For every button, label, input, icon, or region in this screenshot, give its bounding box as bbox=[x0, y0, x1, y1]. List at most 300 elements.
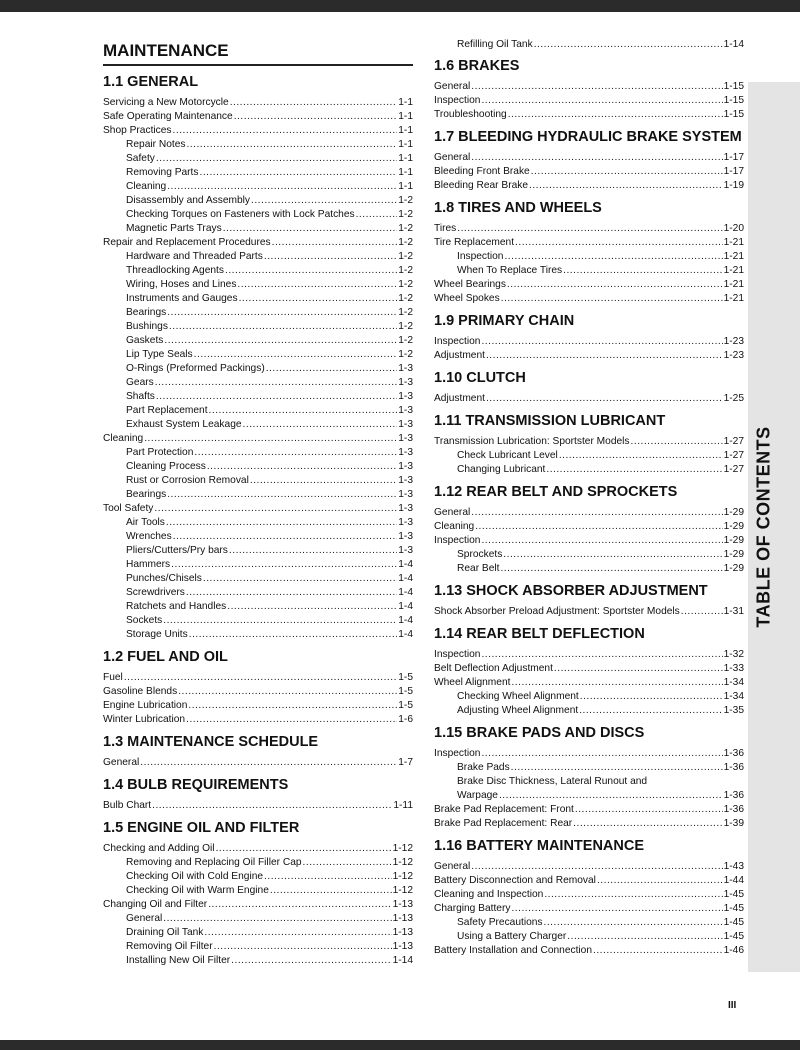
toc-entry[interactable] bbox=[434, 151, 744, 165]
dot-leader bbox=[229, 544, 397, 558]
toc-entry-page: 1-12 bbox=[392, 885, 413, 896]
dot-leader bbox=[223, 222, 398, 236]
dot-leader bbox=[155, 376, 398, 390]
toc-entry-title: Bearings bbox=[126, 307, 167, 318]
toc-entry-page: 1-3 bbox=[398, 517, 413, 528]
toc-entry-page: 1-21 bbox=[723, 237, 744, 248]
toc-entry-title: Wrenches bbox=[126, 531, 172, 542]
toc-entry-page: 1-21 bbox=[723, 251, 744, 262]
toc-entry-title: Changing Lubricant bbox=[457, 464, 546, 475]
dot-leader bbox=[199, 166, 397, 180]
toc-entry[interactable] bbox=[434, 435, 744, 449]
toc-entry-title: Battery Installation and Connection bbox=[434, 945, 593, 956]
toc-entry[interactable] bbox=[103, 194, 413, 208]
toc-entry[interactable] bbox=[434, 264, 744, 278]
toc-entry[interactable] bbox=[103, 376, 413, 390]
toc-entry[interactable] bbox=[103, 799, 413, 813]
dot-leader bbox=[250, 474, 397, 488]
toc-entry-page: 1-1 bbox=[398, 139, 413, 150]
toc-entry[interactable] bbox=[103, 586, 413, 600]
toc-entry-title: General bbox=[126, 913, 163, 924]
toc-entry-page: 1-45 bbox=[723, 931, 744, 942]
toc-entry[interactable] bbox=[434, 236, 744, 250]
toc-entry-page: 1-1 bbox=[398, 181, 413, 192]
dot-leader bbox=[554, 662, 723, 676]
dot-leader bbox=[507, 278, 723, 292]
section-heading[interactable]: 1.8 TIRES AND WHEELS bbox=[434, 200, 602, 216]
dot-leader bbox=[124, 671, 397, 685]
dot-leader bbox=[214, 940, 392, 954]
toc-entry-title: Hammers bbox=[126, 559, 171, 570]
dot-leader bbox=[152, 799, 392, 813]
toc-entry-title: Sockets bbox=[126, 615, 163, 626]
section-heading[interactable]: 1.7 BLEEDING HYDRAULIC BRAKE SYSTEM bbox=[434, 129, 742, 145]
dot-leader bbox=[209, 404, 398, 418]
toc-entry-page: 1-4 bbox=[398, 615, 413, 626]
dot-leader bbox=[203, 572, 397, 586]
toc-entry[interactable] bbox=[103, 898, 413, 912]
toc-entry-page: 1-19 bbox=[723, 180, 744, 191]
toc-entry[interactable] bbox=[434, 676, 744, 690]
toc-entry-page: 1-5 bbox=[398, 686, 413, 697]
toc-entry-page: 1-43 bbox=[723, 861, 744, 872]
section-heading[interactable]: 1.15 BRAKE PADS AND DISCS bbox=[434, 725, 645, 741]
section-heading[interactable]: 1.12 REAR BELT AND SPROCKETS bbox=[434, 484, 678, 500]
toc-entry-title: Cleaning bbox=[126, 181, 167, 192]
section-heading[interactable]: 1.1 GENERAL bbox=[103, 74, 199, 90]
toc-entry[interactable] bbox=[434, 335, 744, 349]
dot-leader bbox=[225, 264, 397, 278]
title-rule bbox=[103, 64, 413, 66]
toc-entry-page: 1-2 bbox=[398, 307, 413, 318]
toc-entry[interactable] bbox=[434, 803, 744, 817]
toc-entry[interactable] bbox=[103, 460, 413, 474]
toc-entry[interactable] bbox=[434, 165, 744, 179]
toc-entry-page: 1-3 bbox=[398, 461, 413, 472]
section-heading[interactable]: 1.5 ENGINE OIL AND FILTER bbox=[103, 820, 300, 836]
dot-leader bbox=[597, 874, 723, 888]
section-heading[interactable]: 1.9 PRIMARY CHAIN bbox=[434, 313, 575, 329]
toc-entry-title: Brake Pad Replacement: Front bbox=[434, 804, 574, 815]
dot-leader bbox=[544, 888, 722, 902]
toc-entry-page: 1-3 bbox=[398, 489, 413, 500]
toc-entry[interactable] bbox=[434, 888, 744, 902]
toc-entry-page: 1-2 bbox=[398, 293, 413, 304]
dot-leader bbox=[178, 685, 397, 699]
toc-entry-title: Safe Operating Maintenance bbox=[103, 111, 233, 122]
toc-entry[interactable] bbox=[103, 124, 413, 138]
toc-entry-title: Disassembly and Assembly bbox=[126, 195, 250, 206]
dot-leader bbox=[264, 870, 392, 884]
dot-leader bbox=[144, 432, 397, 446]
toc-entry[interactable] bbox=[103, 264, 413, 278]
toc-entry-title: Cleaning and Inspection bbox=[434, 889, 544, 900]
toc-entry[interactable] bbox=[434, 704, 744, 718]
toc-entry[interactable] bbox=[103, 614, 413, 628]
toc-entry[interactable] bbox=[434, 250, 744, 264]
toc-entry-title: Wiring, Hoses and Lines bbox=[126, 279, 237, 290]
left-sections bbox=[103, 74, 413, 968]
dot-leader bbox=[681, 605, 723, 619]
toc-entry[interactable] bbox=[103, 334, 413, 348]
toc-entry-title: Installing New Oil Filter bbox=[126, 955, 231, 966]
toc-entry[interactable] bbox=[103, 166, 413, 180]
toc-entry[interactable] bbox=[434, 449, 744, 463]
toc-entry[interactable] bbox=[103, 418, 413, 432]
toc-entry-title: Adjusting Wheel Alignment bbox=[457, 705, 579, 716]
toc-entry[interactable] bbox=[103, 912, 413, 926]
toc-entry[interactable] bbox=[434, 222, 744, 236]
toc-entry-title: Tire Replacement bbox=[434, 237, 515, 248]
toc-entry-title: Bleeding Front Brake bbox=[434, 166, 530, 177]
dot-leader bbox=[486, 392, 723, 406]
toc-entry[interactable] bbox=[103, 884, 413, 898]
dot-leader bbox=[471, 151, 722, 165]
toc-entry[interactable] bbox=[103, 870, 413, 884]
toc-entry[interactable] bbox=[434, 506, 744, 520]
toc-entry-title: Inspection bbox=[434, 535, 481, 546]
toc-entry-page: 1-13 bbox=[392, 899, 413, 910]
toc-entry-title: Checking and Adding Oil bbox=[103, 843, 215, 854]
toc-entry[interactable] bbox=[103, 180, 413, 194]
toc-entry-title: Charging Battery bbox=[434, 903, 511, 914]
toc-entry-title: Troubleshooting bbox=[434, 109, 507, 120]
toc-entry-title: Gasoline Blends bbox=[103, 686, 178, 697]
toc-entry-title: Hardware and Threaded Parts bbox=[126, 251, 263, 262]
toc-entry-title: Tires bbox=[434, 223, 457, 234]
dot-leader bbox=[567, 930, 722, 944]
toc-entry[interactable] bbox=[103, 558, 413, 572]
dot-leader bbox=[580, 690, 723, 704]
toc-entry-title: Safety Precautions bbox=[457, 917, 543, 928]
toc-entry[interactable] bbox=[434, 349, 744, 363]
toc-entry-page: 1-29 bbox=[723, 535, 744, 546]
toc-entry-title: Pliers/Cutters/Pry bars bbox=[126, 545, 228, 556]
toc-entry-page: 1-3 bbox=[398, 475, 413, 486]
toc-entry[interactable] bbox=[434, 534, 744, 548]
toc-entry-page: 1-3 bbox=[398, 503, 413, 514]
toc-entry-page: 1-2 bbox=[398, 237, 413, 248]
toc-entry-page: 1-1 bbox=[398, 97, 413, 108]
toc-entry[interactable] bbox=[103, 222, 413, 236]
toc-entry[interactable] bbox=[103, 250, 413, 264]
toc-entry-page: 1-14 bbox=[723, 39, 744, 50]
toc-entry[interactable] bbox=[103, 208, 413, 222]
side-tab-text: TABLE OF CONTENTS bbox=[753, 426, 774, 628]
toc-entry-page: 1-2 bbox=[398, 223, 413, 234]
section-heading[interactable]: 1.3 MAINTENANCE SCHEDULE bbox=[103, 734, 319, 750]
dot-leader bbox=[481, 534, 722, 548]
toc-entry[interactable] bbox=[103, 756, 413, 770]
dot-leader bbox=[471, 80, 722, 94]
toc-entry[interactable] bbox=[103, 671, 413, 685]
dot-leader bbox=[486, 349, 723, 363]
toc-entry-page: 1-35 bbox=[723, 705, 744, 716]
toc-entry[interactable] bbox=[103, 96, 413, 110]
toc-entry-title: General bbox=[434, 152, 471, 163]
toc-entry-title: Bearings bbox=[126, 489, 167, 500]
toc-entry[interactable] bbox=[103, 362, 413, 376]
toc-entry-title: Draining Oil Tank bbox=[126, 927, 204, 938]
dot-leader bbox=[481, 94, 722, 108]
toc-entry[interactable] bbox=[434, 179, 744, 193]
dot-leader bbox=[511, 676, 722, 690]
toc-entry-title: Gears bbox=[126, 377, 154, 388]
dot-leader bbox=[471, 506, 722, 520]
toc-entry-page: 1-2 bbox=[398, 279, 413, 290]
dot-leader bbox=[303, 856, 392, 870]
toc-entry-title: Shock Absorber Preload Adjustment: Sportster Models bbox=[434, 606, 680, 617]
toc-entry-page: 1-4 bbox=[398, 573, 413, 584]
dot-leader bbox=[173, 124, 398, 138]
toc-entry-page: 1-1 bbox=[398, 111, 413, 122]
toc-entry-title: Wheel Bearings bbox=[434, 279, 506, 290]
toc-entry-title: Using a Battery Charger bbox=[457, 931, 567, 942]
toc-entry-title: Changing Oil and Filter bbox=[103, 899, 208, 910]
toc-entry-title: General bbox=[434, 861, 471, 872]
dot-leader bbox=[216, 842, 392, 856]
dot-leader bbox=[500, 562, 722, 576]
toc-entry[interactable] bbox=[103, 628, 413, 642]
toc-entry-title: General bbox=[434, 507, 471, 518]
toc-entry[interactable] bbox=[434, 548, 744, 562]
toc-entry[interactable] bbox=[103, 488, 413, 502]
dot-leader bbox=[457, 222, 722, 236]
toc-entry-page: 1-21 bbox=[723, 265, 744, 276]
toc-entry[interactable] bbox=[103, 432, 413, 446]
toc-entry-page: 1-2 bbox=[398, 335, 413, 346]
toc-entry-page: 1-1 bbox=[398, 167, 413, 178]
toc-entry-page: 1-4 bbox=[398, 559, 413, 570]
toc-entry[interactable] bbox=[103, 152, 413, 166]
toc-entry[interactable] bbox=[103, 856, 413, 870]
toc-entry-title: Cleaning bbox=[434, 521, 475, 532]
toc-entry[interactable] bbox=[103, 474, 413, 488]
toc-entry[interactable] bbox=[434, 789, 744, 803]
toc-entry[interactable] bbox=[434, 108, 744, 122]
toc-entry[interactable] bbox=[103, 530, 413, 544]
toc-entry-page: 1-36 bbox=[723, 762, 744, 773]
dot-leader bbox=[481, 747, 722, 761]
toc-entry[interactable] bbox=[434, 690, 744, 704]
toc-entry-page: 1-2 bbox=[398, 349, 413, 360]
toc-entry[interactable] bbox=[434, 463, 744, 477]
dot-leader bbox=[243, 418, 398, 432]
dot-leader bbox=[534, 38, 723, 52]
dot-leader bbox=[194, 446, 397, 460]
toc-entry-page: 1-12 bbox=[392, 871, 413, 882]
toc-entry[interactable] bbox=[434, 605, 744, 619]
dot-leader bbox=[164, 334, 397, 348]
toc-entry[interactable] bbox=[103, 516, 413, 530]
toc-entry-page: 1-27 bbox=[723, 436, 744, 447]
toc-left-column bbox=[103, 38, 413, 968]
toc-entry[interactable] bbox=[434, 292, 744, 306]
dot-leader bbox=[475, 520, 722, 534]
toc-entry-page: 1-4 bbox=[398, 629, 413, 640]
toc-entry[interactable] bbox=[434, 648, 744, 662]
toc-entry-page: 1-29 bbox=[723, 507, 744, 518]
toc-entry-page: 1-29 bbox=[723, 563, 744, 574]
toc-entry[interactable] bbox=[103, 306, 413, 320]
toc-entry[interactable] bbox=[434, 874, 744, 888]
dot-leader bbox=[266, 362, 398, 376]
toc-entry-title: Engine Lubrication bbox=[103, 700, 188, 711]
toc-entry-page: 1-3 bbox=[398, 363, 413, 374]
dot-leader bbox=[264, 250, 397, 264]
toc-entry-title: Removing and Replacing Oil Filler Cap bbox=[126, 857, 302, 868]
dot-leader bbox=[529, 179, 723, 193]
toc-entry[interactable] bbox=[103, 278, 413, 292]
toc-entry[interactable] bbox=[103, 685, 413, 699]
toc-entry[interactable] bbox=[434, 520, 744, 534]
toc-entry[interactable] bbox=[103, 572, 413, 586]
toc-entry[interactable] bbox=[434, 278, 744, 292]
toc-entry[interactable] bbox=[434, 902, 744, 916]
dot-leader bbox=[167, 180, 397, 194]
dot-leader bbox=[272, 236, 398, 250]
toc-entry-page: 1-34 bbox=[723, 677, 744, 688]
toc-entry[interactable] bbox=[103, 320, 413, 334]
toc-entry-title: Refilling Oil Tank bbox=[457, 39, 533, 50]
toc-entry-title: Adjustment bbox=[434, 350, 485, 361]
toc-entry[interactable] bbox=[103, 390, 413, 404]
toc-entry[interactable] bbox=[434, 662, 744, 676]
toc-entry[interactable] bbox=[103, 138, 413, 152]
dot-leader bbox=[515, 236, 723, 250]
dot-leader bbox=[227, 600, 397, 614]
toc-entry[interactable] bbox=[434, 392, 744, 406]
toc-entry[interactable] bbox=[103, 292, 413, 306]
toc-entry-title: Shop Practices bbox=[103, 125, 172, 136]
dot-leader bbox=[171, 558, 397, 572]
toc-entry-page: 1-34 bbox=[723, 691, 744, 702]
toc-entry[interactable] bbox=[434, 80, 744, 94]
toc-entry-page: 1-14 bbox=[392, 955, 413, 966]
toc-entry[interactable] bbox=[103, 940, 413, 954]
toc-entry[interactable] bbox=[103, 348, 413, 362]
dot-leader bbox=[531, 165, 723, 179]
toc-entry-title: Cleaning Process bbox=[126, 461, 206, 472]
toc-entry[interactable] bbox=[103, 110, 413, 124]
toc-entry-page: 1-17 bbox=[723, 152, 744, 163]
toc-entry-page: 1-2 bbox=[398, 251, 413, 262]
section-heading[interactable]: 1.6 BRAKES bbox=[434, 58, 520, 74]
dot-leader bbox=[593, 944, 723, 958]
toc-entry[interactable] bbox=[103, 404, 413, 418]
dot-leader bbox=[504, 250, 722, 264]
toc-entry[interactable] bbox=[103, 954, 413, 968]
dot-leader bbox=[140, 756, 397, 770]
toc-entry-title: Checking Oil with Warm Engine bbox=[126, 885, 269, 896]
dot-leader bbox=[546, 463, 722, 477]
toc-entry-title: Rear Belt bbox=[457, 563, 500, 574]
toc-entry-title: Cleaning bbox=[103, 433, 144, 444]
toc-entry[interactable] bbox=[434, 761, 744, 775]
toc-entry-page: 1-32 bbox=[723, 649, 744, 660]
section-heading[interactable]: 1.14 REAR BELT DEFLECTION bbox=[434, 626, 645, 642]
section-heading[interactable]: 1.4 BULB REQUIREMENTS bbox=[103, 777, 289, 793]
toc-entry-page: 1-2 bbox=[398, 195, 413, 206]
toc-entry[interactable] bbox=[434, 94, 744, 108]
dot-leader bbox=[563, 264, 722, 278]
toc-entry-title: Brake Pads bbox=[457, 762, 510, 773]
toc-entry-title: Bulb Chart bbox=[103, 800, 152, 811]
toc-entry-page: 1-3 bbox=[398, 405, 413, 416]
toc-entry[interactable] bbox=[434, 860, 744, 874]
dot-leader bbox=[173, 530, 398, 544]
toc-entry-title: When To Replace Tires bbox=[457, 265, 563, 276]
section-heading[interactable]: 1.2 FUEL AND OIL bbox=[103, 649, 228, 665]
toc-entry-title: Safety bbox=[126, 153, 155, 164]
toc-entry[interactable] bbox=[434, 944, 744, 958]
toc-entry-page: 1-5 bbox=[398, 700, 413, 711]
toc-entry[interactable] bbox=[434, 775, 744, 789]
dot-leader bbox=[156, 152, 397, 166]
toc-entry-title: Ratchets and Handles bbox=[126, 601, 227, 612]
toc-entry-title: Screwdrivers bbox=[126, 587, 185, 598]
toc-entry[interactable] bbox=[434, 562, 744, 576]
toc-entry[interactable] bbox=[103, 502, 413, 516]
toc-entry[interactable] bbox=[103, 713, 413, 727]
toc-entry-title: Belt Deflection Adjustment bbox=[434, 663, 553, 674]
toc-entry-title: Storage Units bbox=[126, 629, 188, 640]
right-top-entries bbox=[434, 38, 744, 52]
toc-entry-page: 1-2 bbox=[398, 209, 413, 220]
toc-entry-title: Checking Torques on Fasteners with Lock Patches bbox=[126, 209, 355, 220]
page-title: MAINTENANCE bbox=[103, 41, 229, 60]
toc-entry-page: 1-17 bbox=[723, 166, 744, 177]
toc-right-column bbox=[434, 38, 744, 958]
dot-leader bbox=[231, 954, 391, 968]
dot-leader bbox=[186, 138, 397, 152]
toc-entry[interactable] bbox=[103, 699, 413, 713]
toc-entry-page: 1-1 bbox=[398, 125, 413, 136]
toc-entry-title: Checking Wheel Alignment bbox=[457, 691, 579, 702]
toc-entry[interactable] bbox=[103, 926, 413, 940]
toc-entry[interactable] bbox=[434, 38, 744, 52]
toc-entry[interactable] bbox=[103, 236, 413, 250]
dot-leader bbox=[503, 548, 722, 562]
toc-entry-title: Lip Type Seals bbox=[126, 349, 193, 360]
section-heading[interactable]: 1.13 SHOCK ABSORBER ADJUSTMENT bbox=[434, 583, 708, 599]
section-heading[interactable]: 1.10 CLUTCH bbox=[434, 370, 526, 386]
dot-leader bbox=[188, 699, 397, 713]
toc-entry-page: 1-21 bbox=[723, 279, 744, 290]
toc-entry[interactable] bbox=[103, 600, 413, 614]
dot-leader bbox=[189, 628, 398, 642]
dot-leader bbox=[559, 449, 723, 463]
section-heading[interactable]: 1.11 TRANSMISSION LUBRICANT bbox=[434, 413, 666, 429]
dot-leader bbox=[356, 208, 398, 222]
toc-entry-title: Wheel Spokes bbox=[434, 293, 500, 304]
toc-entry[interactable] bbox=[103, 842, 413, 856]
toc-entry-title: Inspection bbox=[434, 649, 481, 660]
toc-entry[interactable] bbox=[434, 916, 744, 930]
toc-entry-page: 1-23 bbox=[723, 350, 744, 361]
section-heading[interactable]: 1.16 BATTERY MAINTENANCE bbox=[434, 838, 645, 854]
toc-entry-page: 1-3 bbox=[398, 447, 413, 458]
toc-entry[interactable] bbox=[103, 446, 413, 460]
toc-entry[interactable] bbox=[434, 747, 744, 761]
toc-entry-title: Transmission Lubrication: Sportster Models bbox=[434, 436, 630, 447]
toc-entry[interactable] bbox=[434, 817, 744, 831]
toc-entry-title: Winter Lubrication bbox=[103, 714, 186, 725]
toc-entry-page: 1-27 bbox=[723, 450, 744, 461]
dot-leader bbox=[169, 320, 397, 334]
toc-entry[interactable] bbox=[103, 544, 413, 558]
toc-entry[interactable] bbox=[434, 930, 744, 944]
